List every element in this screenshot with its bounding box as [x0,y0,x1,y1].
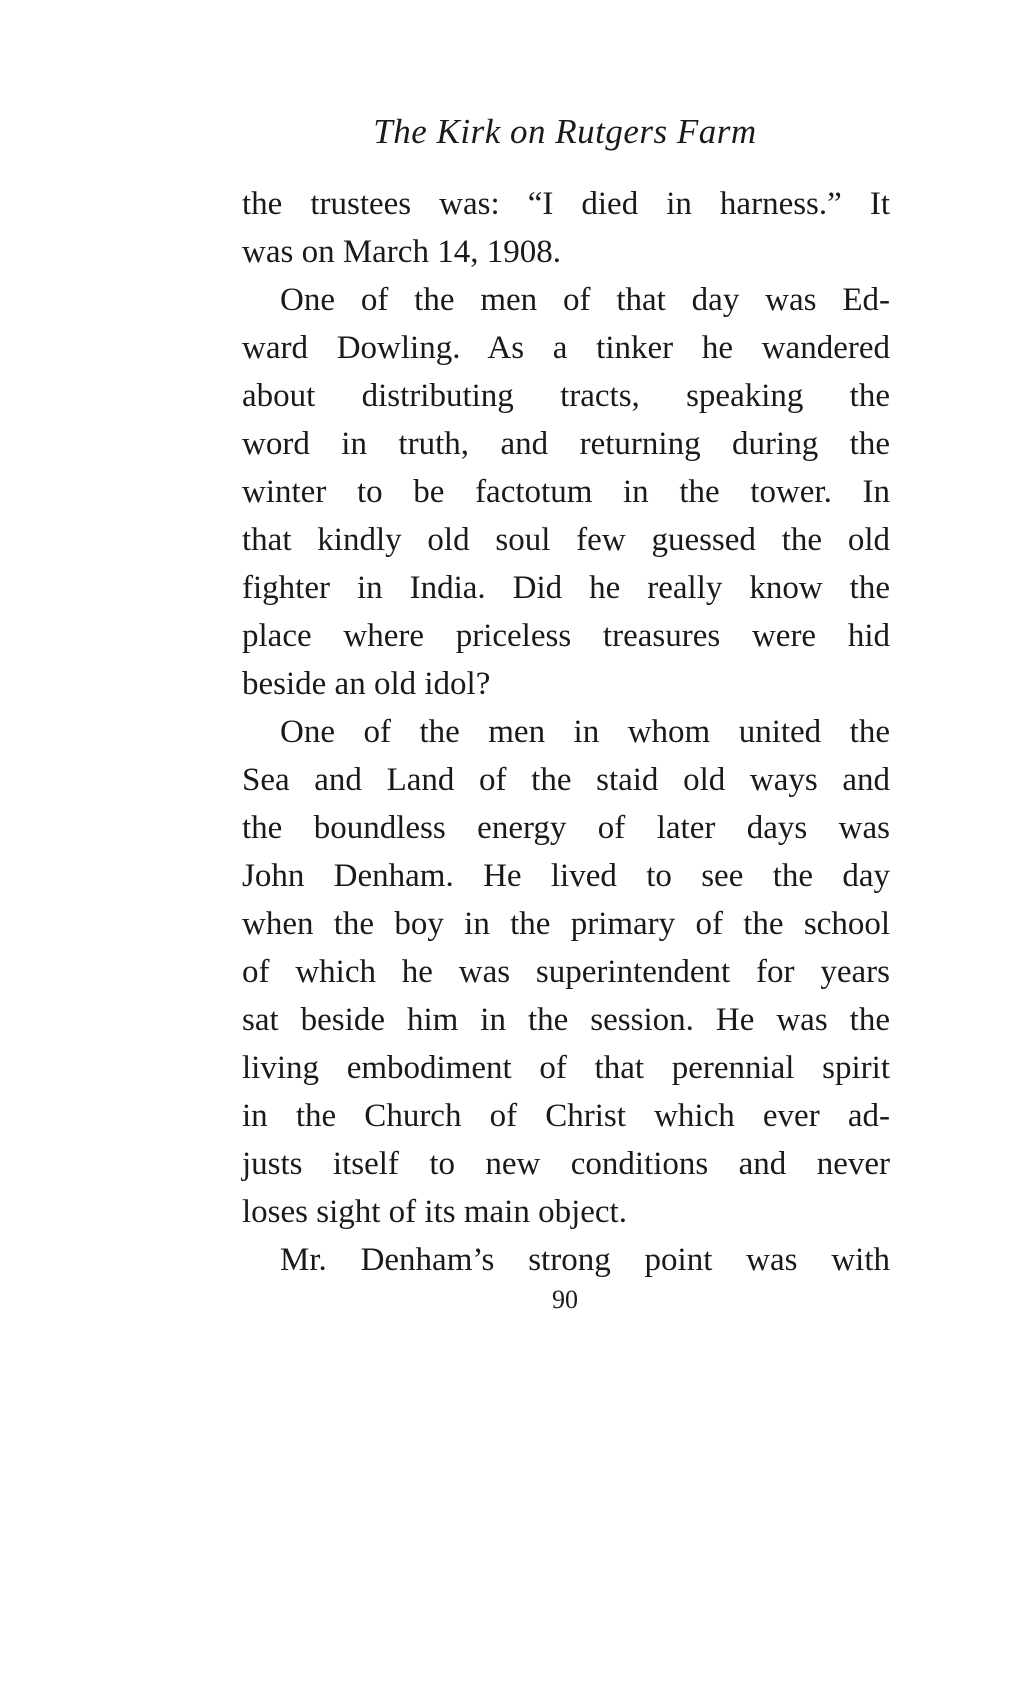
running-head: The Kirk on Rutgers Farm [373,112,757,151]
text-line: the trustees was: “I died in harness.” It [242,186,890,222]
text-line: of which he was superintendent for years [242,954,890,990]
text-line: Sea and Land of the staid old ways and [242,762,890,798]
text-line: One of the men in whom united the [280,714,890,750]
text-line: place where priceless treasures were hid [242,618,890,654]
text-line: the boundless energy of later days was [242,810,890,846]
page-number: 90 [552,1285,578,1314]
text-line: in the Church of Christ which ever ad- [242,1098,890,1134]
text-line: justs itself to new conditions and never [242,1146,890,1182]
text-line: sat beside him in the session. He was the [242,1002,890,1038]
text-line: that kindly old soul few guessed the old [242,522,890,558]
text-line: word in truth, and returning during the [242,426,890,462]
text-line: winter to be factotum in the tower. In [242,474,890,510]
text-line: beside an old idol? [242,666,491,702]
text-line: was on March 14, 1908. [242,234,561,270]
text-line: when the boy in the primary of the school [242,906,890,942]
text-line: fighter in India. Did he really know the [242,570,890,606]
text-line: One of the men of that day was Ed- [280,282,890,318]
text-line: Mr. Denham’s strong point was with [280,1242,890,1278]
text-line: living embodiment of that perennial spirit [242,1050,890,1086]
text-line: ward Dowling. As a tinker he wandered [242,330,890,366]
text-line: about distributing tracts, speaking the [242,378,890,414]
text-line: loses sight of its main object. [242,1194,627,1230]
text-line: John Denham. He lived to see the day [242,858,890,894]
body-text [242,180,890,1284]
